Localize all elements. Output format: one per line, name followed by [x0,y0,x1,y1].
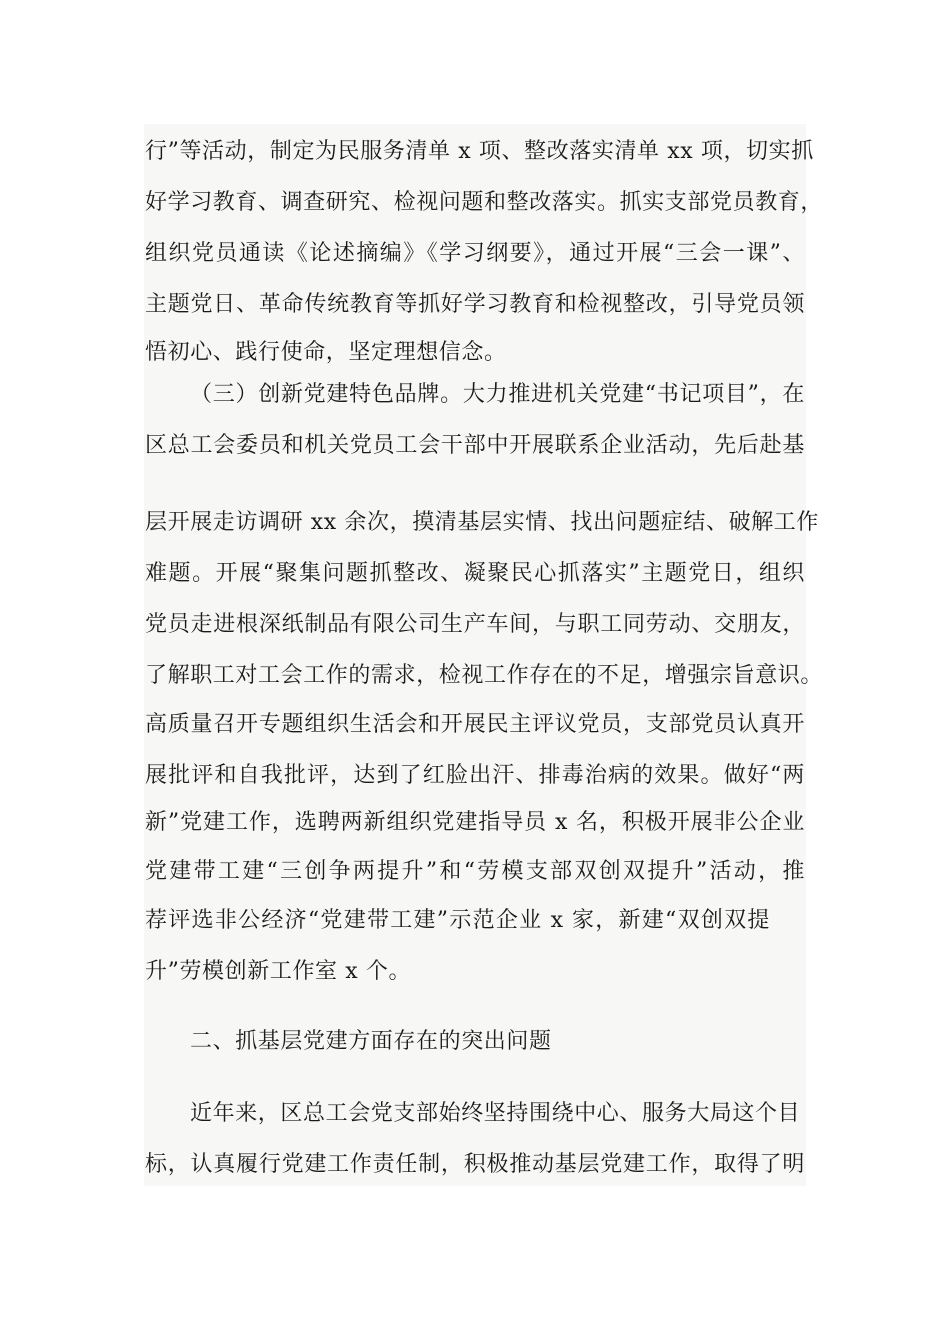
paragraph-line: 组织党员通读《论述摘编》《学习纲要》，通过开展“三会一课”、 [145,241,805,266]
paragraph-line: 升”劳模创新工作室 x 个。 [145,959,412,984]
paragraph-line: 了解职工对工会工作的需求，检视工作存在的不足，增强宗旨意识。 [145,663,824,688]
paragraph-line: 高质量召开专题组织生活会和开展民主评议党员，支部党员认真开 [145,712,805,737]
paragraph-line: 好学习教育、调查研究、检视问题和整改落实。抓实支部党员教育， [145,190,824,215]
paragraph-line: 新”党建工作，选聘两新组织党建指导员 x 名，积极开展非公企业 [145,810,805,835]
paragraph-line: 荐评选非公经济“党建带工建”示范企业 x 家，新建“双创双提 [145,908,770,933]
paragraph-line: 标，认真履行党建工作责任制，积极推动基层党建工作，取得了明 [145,1152,805,1177]
paragraph-line: 展批评和自我批评，达到了红脸出汗、排毒治病的效果。做好“两 [145,763,805,788]
paragraph-line: 党建带工建“三创争两提升”和“劳模支部双创双提升”活动，推 [145,859,805,884]
paragraph-line: 难题。开展“聚集问题抓整改、凝聚民心抓落实”主题党日，组织 [145,561,805,586]
paragraph-line: 近年来，区总工会党支部始终坚持围绕中心、服务大局这个目 [190,1101,801,1126]
paragraph-line: 区总工会委员和机关党员工会干部中开展联系企业活动，先后赴基 [145,433,805,458]
paragraph-line: 党员走进根深纸制品有限公司生产车间，与职工同劳动、交朋友， [145,612,805,637]
paragraph-line: 行”等活动，制定为民服务清单 x 项、整改落实清单 xx 项，切实抓 [145,139,814,164]
paragraph-line: 主题党日、革命传统教育等抓好学习教育和检视整改，引导党员领 [145,292,805,317]
paragraph-line: （三）创新党建特色品牌。大力推进机关党建“书记项目”，在 [190,382,805,407]
paragraph-line: 悟初心、践行使命，坚定理想信念。 [145,340,507,365]
paragraph-line: 层开展走访调研 xx 余次，摸清基层实情、找出问题症结、破解工作 [145,510,820,535]
section-heading: 二、抓基层党建方面存在的突出问题 [190,1029,552,1054]
